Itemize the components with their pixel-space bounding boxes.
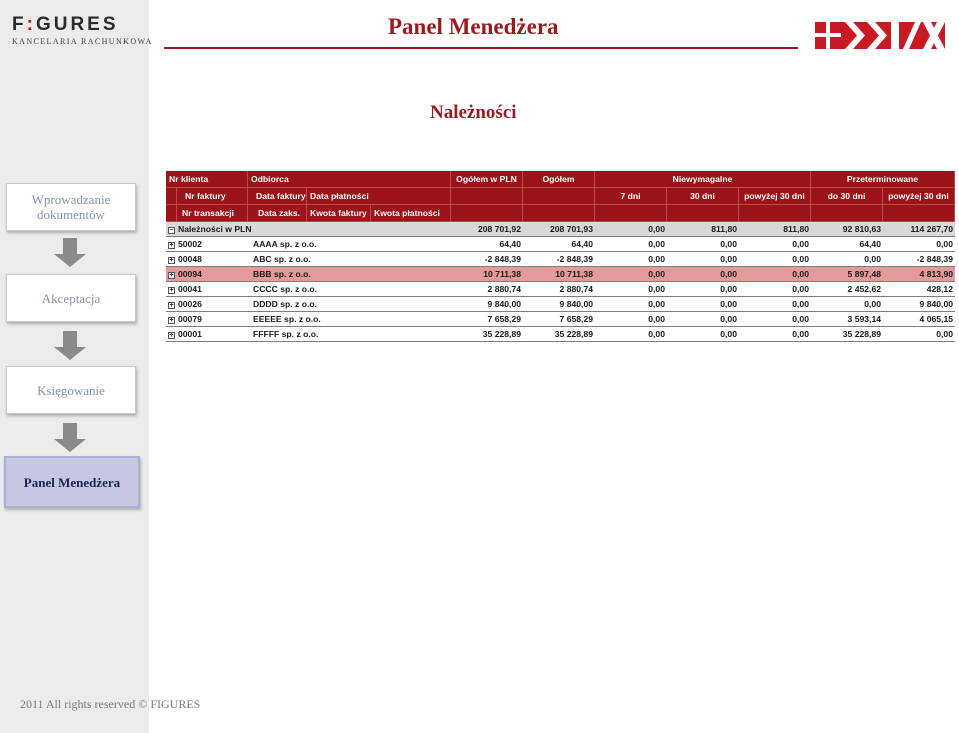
amount-cell: 0,00 bbox=[648, 329, 665, 339]
amount-cell: 64,40 bbox=[571, 239, 593, 249]
amount-cell: 35 228,89 bbox=[554, 329, 593, 339]
amount-cell: 64,40 bbox=[859, 239, 881, 249]
table-row[interactable] bbox=[166, 237, 955, 252]
step-akceptacja[interactable] bbox=[6, 274, 136, 322]
logo-subtitle: KANCELARIA RACHUNKOWA bbox=[12, 37, 153, 46]
amount-cell: 2 880,74 bbox=[559, 284, 593, 294]
brand-mark-icon bbox=[815, 22, 945, 49]
table-row[interactable] bbox=[166, 267, 955, 282]
step-ksiegowanie[interactable] bbox=[6, 366, 136, 414]
amount-cell: 0,00 bbox=[720, 269, 737, 279]
expand-icon[interactable]: + bbox=[169, 257, 174, 264]
amount-cell: 7 658,29 bbox=[559, 314, 593, 324]
amount-cell: 0,00 bbox=[648, 284, 665, 294]
table-body bbox=[166, 222, 955, 342]
amount-cell: 4 813,90 bbox=[919, 269, 953, 279]
table-row[interactable] bbox=[166, 297, 955, 312]
step-wprowadzanie-dokumentow[interactable] bbox=[6, 183, 136, 231]
col-odbiorca[interactable]: Odbiorca bbox=[248, 171, 451, 188]
amount-cell: 3 593,14 bbox=[847, 314, 881, 324]
arrow-down-icon bbox=[54, 238, 86, 268]
col-ogolem-pln[interactable]: Ogółem w PLN bbox=[451, 171, 523, 188]
expand-icon[interactable]: + bbox=[169, 272, 174, 279]
total-row[interactable] bbox=[166, 222, 955, 237]
col-przeterminowane[interactable]: Przeterminowane bbox=[811, 171, 955, 188]
amount-cell: 0,00 bbox=[720, 314, 737, 324]
col-kwota-platnosci[interactable]: Kwota płatności bbox=[371, 205, 451, 222]
amount-cell: 0,00 bbox=[792, 314, 809, 324]
amount-cell: 0,00 bbox=[648, 299, 665, 309]
amount-cell: 428,12 bbox=[926, 284, 953, 294]
client-number: 00041 bbox=[178, 284, 202, 294]
client-name: FFFFF sp. z o.o. bbox=[253, 329, 319, 339]
amount-cell: 0,00 bbox=[792, 269, 809, 279]
step-label: Akceptacja bbox=[41, 290, 101, 306]
amount-cell: 5 897,48 bbox=[847, 269, 881, 279]
step-label: Panel Menedżera bbox=[23, 474, 121, 490]
footer-copyright: 2011 All rights reserved © FIGURES bbox=[20, 697, 201, 711]
amount-cell: 2 452,62 bbox=[847, 284, 881, 294]
amount-cell: 64,40 bbox=[499, 239, 521, 249]
amount-cell: 0,00 bbox=[648, 269, 665, 279]
amount-cell: 114 267,70 bbox=[910, 224, 953, 234]
collapse-icon[interactable]: − bbox=[169, 227, 174, 234]
client-name: BBB sp. z o.o. bbox=[253, 269, 311, 279]
amount-cell: 811,80 bbox=[783, 224, 809, 234]
amount-cell: 0,00 bbox=[648, 254, 665, 264]
amount-cell: 9 840,00 bbox=[487, 299, 521, 309]
col-7-dni[interactable]: 7 dni bbox=[595, 188, 667, 205]
client-number: 00048 bbox=[178, 254, 202, 264]
amount-cell: 0,00 bbox=[864, 299, 881, 309]
amount-cell: 0,00 bbox=[720, 299, 737, 309]
table-row[interactable] bbox=[166, 327, 955, 342]
step-label: Wprowadzanie dokumentów bbox=[31, 192, 111, 222]
col-niewymagalne[interactable]: Niewymagalne bbox=[595, 171, 811, 188]
section-title: Należności bbox=[430, 102, 517, 123]
amount-cell: 0,00 bbox=[792, 299, 809, 309]
amount-cell: 92 810,63 bbox=[842, 224, 881, 234]
header-row-2 bbox=[166, 188, 955, 205]
col-powyzej-30-dni-niewymagalne[interactable]: powyżej 30 dni bbox=[739, 188, 811, 205]
arrow-down-icon bbox=[54, 331, 86, 361]
col-ogolem[interactable]: Ogółem bbox=[523, 171, 595, 188]
amount-cell: 0,00 bbox=[720, 239, 737, 249]
amount-cell: -2 848,39 bbox=[916, 254, 953, 264]
client-name: EEEEE sp. z o.o. bbox=[253, 314, 321, 324]
receivables-table bbox=[166, 171, 955, 342]
table-row[interactable] bbox=[166, 282, 955, 297]
col-nr-faktury[interactable]: Nr faktury bbox=[177, 188, 248, 205]
amount-cell: 0,00 bbox=[792, 284, 809, 294]
figures-logo bbox=[12, 14, 153, 46]
amount-cell: -2 848,39 bbox=[484, 254, 521, 264]
amount-cell: 0,00 bbox=[864, 254, 881, 264]
expand-icon[interactable]: + bbox=[169, 242, 174, 249]
amount-cell: 0,00 bbox=[648, 314, 665, 324]
col-kwota-faktury[interactable]: Kwota faktury bbox=[307, 205, 371, 222]
expand-icon[interactable]: + bbox=[169, 317, 174, 324]
col-powyzej-30-dni-przeterminowane[interactable]: powyżej 30 dni bbox=[883, 188, 955, 205]
amount-cell: 208 701,92 bbox=[477, 224, 521, 234]
amount-cell: 0,00 bbox=[720, 329, 737, 339]
col-nr-klienta[interactable]: Nr klienta bbox=[166, 171, 248, 188]
table-row[interactable] bbox=[166, 312, 955, 327]
title-divider bbox=[164, 47, 798, 49]
client-name: DDDD sp. z o.o. bbox=[253, 299, 317, 309]
amount-cell: 0,00 bbox=[720, 254, 737, 264]
amount-cell: 10 711,38 bbox=[555, 269, 593, 279]
header-row-3 bbox=[166, 205, 955, 222]
amount-cell: 9 840,00 bbox=[919, 299, 953, 309]
col-30-dni[interactable]: 30 dni bbox=[667, 188, 739, 205]
client-number: 00079 bbox=[178, 314, 202, 324]
col-data-platnosci[interactable]: Data płatności bbox=[307, 188, 451, 205]
arrow-down-icon bbox=[54, 423, 86, 453]
step-panel-menedzera[interactable] bbox=[4, 456, 140, 508]
amount-cell: 9 840,00 bbox=[559, 299, 593, 309]
step-label: Księgowanie bbox=[37, 382, 105, 398]
col-data-zaks[interactable]: Data zaks. bbox=[248, 205, 307, 222]
client-number: 00026 bbox=[178, 299, 202, 309]
amount-cell: 0,00 bbox=[648, 239, 665, 249]
header-row-1 bbox=[166, 171, 955, 188]
amount-cell: 0,00 bbox=[792, 329, 809, 339]
amount-cell: 0,00 bbox=[936, 329, 953, 339]
client-number: 00001 bbox=[178, 329, 202, 339]
client-name: ABC sp. z o.o. bbox=[253, 254, 311, 264]
amount-cell: 7 658,29 bbox=[487, 314, 521, 324]
col-data-faktury[interactable]: Data faktury bbox=[248, 188, 307, 205]
amount-cell: 0,00 bbox=[792, 239, 809, 249]
amount-cell: 811,80 bbox=[711, 224, 737, 234]
table-row[interactable] bbox=[166, 252, 955, 267]
expand-icon[interactable]: + bbox=[169, 302, 174, 309]
col-do-30-dni[interactable]: do 30 dni bbox=[811, 188, 883, 205]
total-label: Należności w PLN bbox=[178, 224, 252, 234]
amount-cell: 10 711,38 bbox=[483, 269, 521, 279]
amount-cell: 208 701,93 bbox=[549, 224, 593, 234]
page-title: Panel Menedżera bbox=[388, 14, 559, 39]
amount-cell: 2 880,74 bbox=[487, 284, 521, 294]
amount-cell: -2 848,39 bbox=[556, 254, 593, 264]
col-nr-transakcji[interactable]: Nr transakcji bbox=[177, 205, 248, 222]
client-number: 00094 bbox=[178, 269, 202, 279]
amount-cell: 35 228,89 bbox=[482, 329, 521, 339]
amount-cell: 4 065,15 bbox=[919, 314, 953, 324]
expand-icon[interactable]: + bbox=[169, 287, 174, 294]
client-name: CCCC sp. z o.o. bbox=[253, 284, 317, 294]
logo-wordmark: F:GURES bbox=[12, 14, 119, 35]
amount-cell: 35 228,89 bbox=[842, 329, 881, 339]
amount-cell: 0,00 bbox=[720, 284, 737, 294]
amount-cell: 0,00 bbox=[648, 224, 665, 234]
expand-icon[interactable]: + bbox=[169, 332, 174, 339]
amount-cell: 0,00 bbox=[936, 239, 953, 249]
client-name: AAAA sp. z o.o. bbox=[253, 239, 317, 249]
client-number: 50002 bbox=[178, 239, 202, 249]
amount-cell: 0,00 bbox=[792, 254, 809, 264]
